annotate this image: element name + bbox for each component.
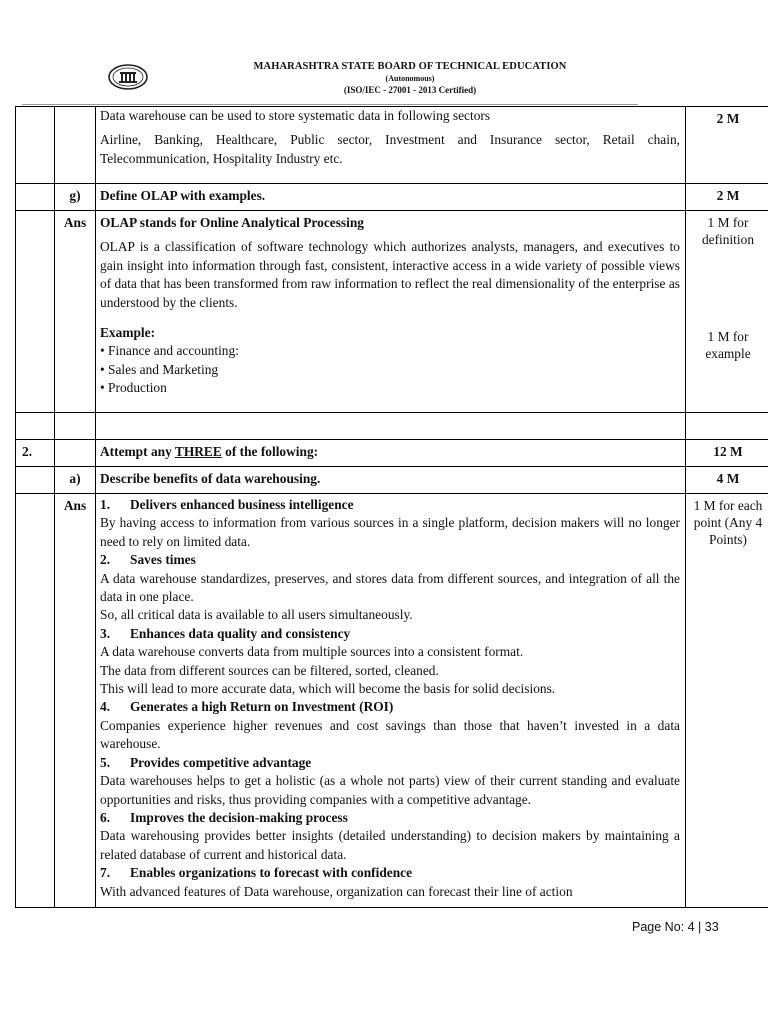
marks-label: 4 M — [716, 471, 740, 486]
example-item: • Production — [100, 380, 167, 396]
example-heading: Example: — [100, 325, 156, 341]
mark-note-definition: 1 M for definition — [701, 215, 755, 247]
table-row — [16, 413, 768, 440]
table-row — [16, 211, 768, 413]
point-title: 2. Saves times — [100, 552, 196, 568]
marks-label: 12 M — [713, 444, 743, 459]
point-title: 3. Enhances data quality and consistency — [100, 625, 351, 641]
page-number: Page No: 4 | 33 — [632, 920, 719, 934]
example-item: • Sales and Marketing — [100, 361, 219, 377]
table-row — [16, 107, 768, 184]
question-text: Define OLAP with examples. — [100, 188, 266, 203]
point-title: 5. Provides competitive advantage — [100, 754, 312, 770]
point-text: The data from different sources can be filtered, sorted, cleaned. — [100, 662, 439, 678]
question-label: g) — [69, 188, 81, 203]
answer-label: Ans — [63, 215, 87, 230]
marks-label: 2 M — [716, 188, 740, 203]
header-divider — [22, 104, 638, 105]
answer-label: Ans — [63, 498, 87, 513]
point-text: This will lead to more accurate data, which will become the basis for solid decisions. — [100, 681, 556, 697]
board-subtitle: (Autonomous) — [385, 74, 435, 83]
point-title: 7. Enables organizations to forecast with confidence — [100, 865, 413, 881]
mark-note-example: 1 M for example — [705, 329, 751, 361]
point-title: 1. Delivers enhanced business intelligence — [100, 497, 354, 512]
question-number: 2. — [22, 444, 33, 459]
question-label: a) — [69, 471, 81, 486]
example-item: • Finance and accounting: — [100, 343, 239, 359]
sectors-list: Airline, Banking, Healthcare, Public sector, Investment and Insurance sector, Retail chain, Telecommunication, Hospitality Industry etc. — [100, 132, 680, 166]
benefits-list — [100, 494, 680, 901]
question-text: Attempt any THREE of the following: — [100, 444, 319, 459]
question-text: Describe benefits of data warehousing. — [100, 471, 321, 486]
point-text: By having access to information from various sources in a single platform, decision makers will no longer need to rely on limited data. — [100, 515, 680, 549]
table-row — [16, 467, 768, 494]
table-row — [16, 494, 768, 908]
olap-definition: OLAP is a classification of software technology which authorizes analysts, managers, and executives to gain insight into information through fast, consistent, interactive access in a wide variety of possible views of data that has been transformed from raw information to reflect the real dimensionality of the enterprise as understood by the clients. — [100, 239, 680, 310]
point-title: 6. Improves the decision-making process — [100, 809, 348, 825]
point-text: So, all critical data is available to all users simultaneously. — [100, 607, 413, 623]
table-row — [16, 440, 768, 467]
olap-heading: OLAP stands for Online Analytical Processing — [100, 215, 364, 230]
marks-label: 2 M — [716, 111, 740, 126]
point-text: A data warehouse converts data from multiple sources into a consistent format. — [100, 644, 524, 660]
board-certification: (ISO/IEC - 27001 - 2013 Certified) — [343, 85, 477, 95]
point-text: With advanced features of Data warehouse, organization can forecast their line of action — [100, 883, 573, 899]
mark-note-points: 1 M for each point (Any 4 Points) — [693, 498, 763, 547]
page-header — [0, 0, 768, 104]
answer-table — [15, 106, 768, 908]
point-title: 4. Generates a high Return on Investment (ROI) — [100, 699, 394, 715]
sectors-intro: Data warehouse can be used to store systematic data in following sectors — [100, 108, 491, 123]
point-text: Data warehouses helps to get a holistic (as a whole not parts) view of their current standing and evaluate opportunities and risks, thus providing companies with a competitive advantage. — [100, 773, 680, 807]
point-text: A data warehouse standardizes, preserves, and stores data from different sources, and integration of all the data in one place. — [100, 570, 680, 605]
point-text: Data warehousing provides better insights (detailed understanding) to decision makers by maintaining a related database of current and historical data. — [100, 828, 680, 862]
board-title: MAHARASHTRA STATE BOARD OF TECHNICAL EDUCATION — [253, 61, 567, 72]
point-text: Companies experience higher revenues and cost savings than those that haven’t invested in a data warehouse. — [100, 717, 680, 752]
table-row — [16, 184, 768, 211]
